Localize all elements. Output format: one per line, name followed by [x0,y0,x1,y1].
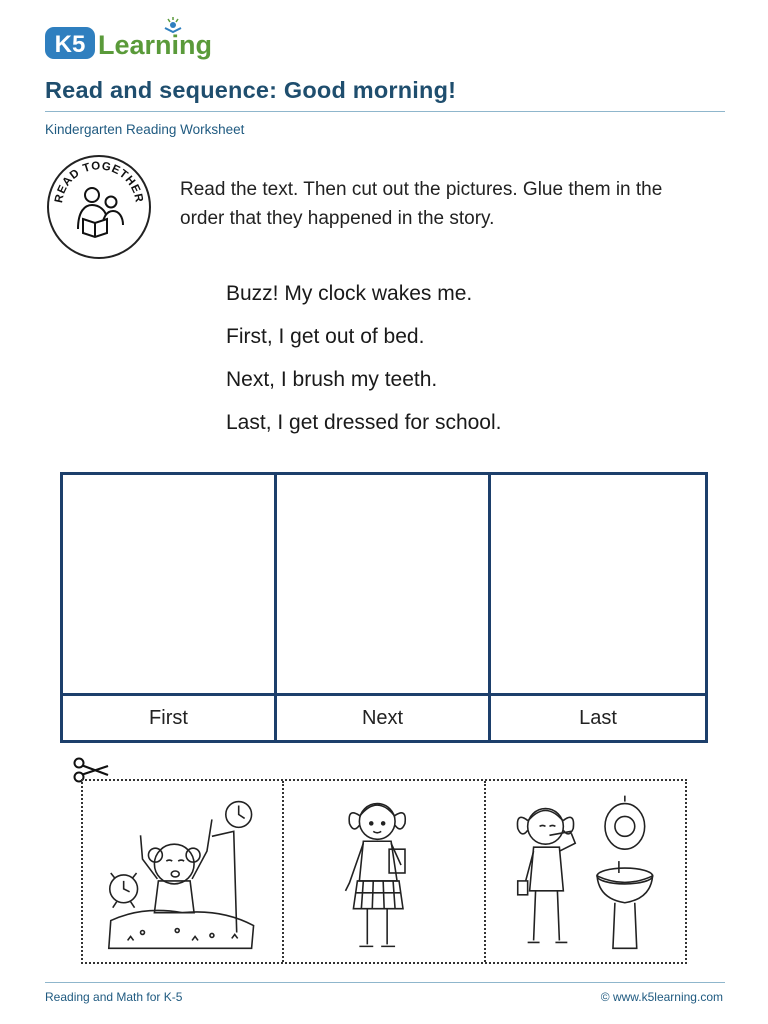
label-first: First [63,696,277,740]
story-line: Next, I brush my teeth. [226,368,438,391]
badge-text: READ TOGETHER [53,160,145,205]
glue-box-last [491,475,705,696]
worksheet-subtitle: Kindergarten Reading Worksheet [45,122,245,137]
title-divider [45,111,725,112]
label-next: Next [277,696,491,740]
glue-box-next [277,475,491,696]
logo-k5-text: K5 [54,31,86,58]
sequence-table [60,472,708,743]
girl-dressed-for-school-icon [284,781,483,962]
story-line: Buzz! My clock wakes me. [226,282,473,305]
girl-waking-up-icon [83,781,282,962]
cutout-picture-brushing-teeth [486,781,685,962]
glue-box-first [63,475,277,696]
cutout-strip [81,779,687,964]
story-line: First, I get out of bed. [226,325,425,348]
girl-brushing-teeth-icon [486,781,685,962]
instructions-text: Read the text. Then cut out the pictures. Glue them in the order that they happened in the story. [180,179,663,229]
cutout-picture-waking-up [83,781,284,962]
footer-website: © www.k5learning.com [600,990,723,1004]
cutout-picture-dressed [284,781,485,962]
story-text [226,279,501,451]
footer-tagline: Reading and Math for K-5 [45,990,183,1004]
k5-learning-logo [44,16,216,64]
story-line: Last, I get dressed for school. [226,411,502,434]
logo-learning-text: Learning [98,30,213,60]
label-last: Last [579,706,617,729]
page-title: Read and sequence: Good morning! [45,77,457,103]
footer-divider [45,982,725,983]
read-together-badge [45,153,153,261]
